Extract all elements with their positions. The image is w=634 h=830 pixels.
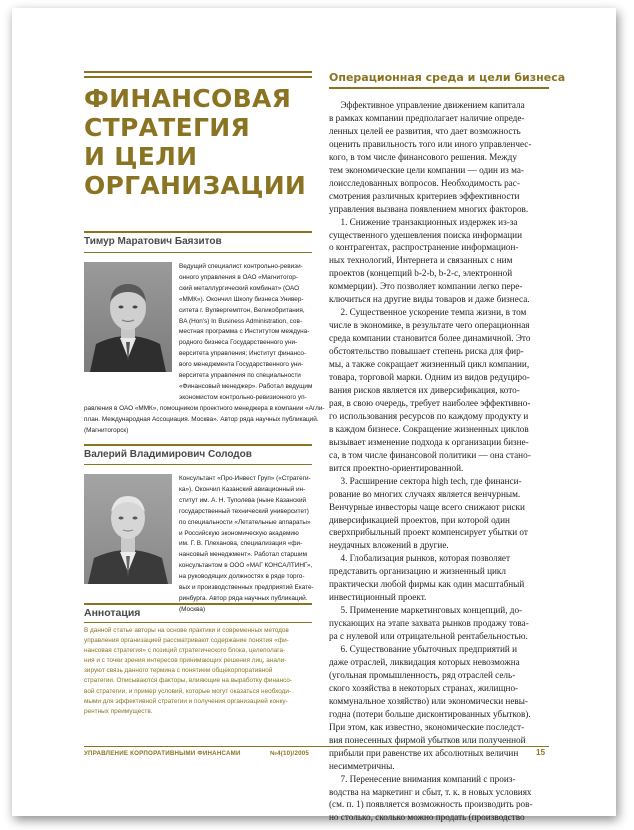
author1-top-rule xyxy=(84,231,312,233)
body-line: 1. Снижение транзакционных издержек из-за xyxy=(329,216,518,227)
bio-line: (Москва) xyxy=(179,605,206,613)
bio-line: «Финансовый менеджер». Работал ведущим xyxy=(179,382,313,390)
bio-line: ситета г. Вулвергемптон, Великобритания, xyxy=(179,306,305,314)
body-line: са, в том числе финансовой политики — она стано- xyxy=(329,449,531,460)
body-line: в каждом бизнесе. Сокращение жизненных циклов xyxy=(329,423,529,434)
abstract-line: рентных преимуществ. xyxy=(84,707,153,715)
footer-issue: №4(10)/2005 xyxy=(270,750,310,757)
abstract-line: управления организацией рассматривают содержание понятия «фи- xyxy=(84,637,289,645)
body-line: 6. Существование убыточных предприятий и xyxy=(329,644,518,655)
body-line: тем экономические цели компании — один из ма- xyxy=(329,164,524,175)
body-line: неудачных вложений в другие. xyxy=(329,540,449,551)
body-line: проектов (концепций b-2-b, b-2-c, электронной xyxy=(329,268,513,279)
bio-line: план. Международная Ассоциация. Москва». Автор ряда научных публикаций. xyxy=(84,415,319,423)
bio-line: онного управления в ОАО «Магнитогор- xyxy=(179,273,298,281)
top-rule-left xyxy=(84,71,312,73)
author1-photo xyxy=(84,262,172,372)
title-line: СТРАТЕГИЯ xyxy=(84,113,251,142)
bio-line: местная программа с Институтом междуна- xyxy=(179,328,310,336)
author1-bottom-rule xyxy=(84,252,312,253)
abstract-line: ния и с точки зрения интересов принимающих решения лиц, анали- xyxy=(84,657,287,665)
author1-bio xyxy=(179,262,314,393)
bio-line: государственный технический университет) xyxy=(179,507,309,515)
body-line: товара, торговой марки. Одним из видов редуциро- xyxy=(329,372,530,383)
body-line: вится проектно-ориентированной. xyxy=(329,462,464,473)
journal-page xyxy=(12,8,616,823)
abstract-top-rule xyxy=(84,603,312,605)
abstract-line: нансовая стратегия» с позиций стратегического блока, целеполага- xyxy=(84,647,286,655)
bio-line: экономистом контрольно-ревизионного уп- xyxy=(179,394,307,401)
body-line: лоисследованных вопросов. Необходимость рас- xyxy=(329,177,520,188)
author2-top-rule xyxy=(84,444,312,446)
bio-line: ринбурга. Автор ряда научных публикаций. xyxy=(179,594,308,602)
section-heading: Операционная среда и цели бизнеса xyxy=(329,71,566,84)
body-line: Венчурные инвесторы чаще всего снижают риски xyxy=(329,501,525,512)
body-line: рая, в свою очередь, требует наиболее эффективно- xyxy=(329,397,531,408)
body-line: (угольная промышленность, ряд отраслей сель- xyxy=(329,669,516,680)
bio-line: «ММК»). Окончил Школу бизнеса Универ- xyxy=(179,295,304,303)
body-line: сверхприбыльный проект компенсирует убытки от xyxy=(329,527,528,538)
body-line: несимметричны. xyxy=(329,760,395,771)
body-line: ра с нулевой или отрицательной рентабельностью. xyxy=(329,631,528,642)
abstract-text xyxy=(84,626,312,717)
body-line: инвестиционный проект. xyxy=(329,592,427,603)
author1-name: Тимур Маратович Баязитов xyxy=(84,236,222,247)
body-line: в рамках компании предполагает наличие опреде- xyxy=(329,112,525,123)
body-line: оценить правильность того или иного управленчес- xyxy=(329,138,532,149)
body-line: существенного удешевления поиска информации xyxy=(329,229,523,240)
body-line: среда компании становится более динамичной. Это xyxy=(329,333,531,344)
bio-line: ский металлургический комбинат» (ОАО xyxy=(179,284,300,292)
body-text xyxy=(329,99,548,824)
bio-line: Ведущий специалист контрольно-ревизи- xyxy=(179,263,303,270)
body-line: коммунальное хозяйство) или экономически невы- xyxy=(329,695,528,706)
body-line: прибыли при равенстве их абсолютных величин xyxy=(329,747,519,758)
body-line: ского хозяйства в некоторых странах, жилищно- xyxy=(329,682,519,693)
body-line: годна (потери больше дисконтированных убытков). xyxy=(329,708,531,719)
heading-rule-right xyxy=(329,87,549,89)
abstract-line: зируют связь данного термина с понятием общекорпоративной xyxy=(84,667,273,675)
abstract-line: вой стратегии, и пример условий, которые могут оказаться необходи- xyxy=(84,687,292,695)
body-line: практически любой фирмы как один масштабный xyxy=(329,579,525,590)
page-number: 15 xyxy=(536,748,546,757)
bio-line: верситета управления; Институт финансо- xyxy=(179,350,307,358)
bio-line: им. Г. В. Плеханова, специализация «фи- xyxy=(179,540,303,548)
bio-line: (Магнитогорск) xyxy=(84,426,129,434)
article-title xyxy=(84,84,324,200)
bio-line: равления в ОАО «ММК», помощником проектного менеджера в компании «Агли- xyxy=(84,404,325,412)
body-line: вызывает изменение подхода к организации бизне- xyxy=(329,436,529,447)
title-line: ОРГАНИЗАЦИИ xyxy=(84,171,307,200)
author2-bio xyxy=(179,474,314,616)
footer-rule xyxy=(84,746,549,747)
bio-line: и Российскую экономическую академию xyxy=(179,529,299,537)
author2-photo xyxy=(84,474,172,584)
bio-line: вого менеджмента Государственного уни- xyxy=(179,361,304,369)
body-line: диверсификацией проектов, при которой один xyxy=(329,514,510,525)
body-line: ных технологий, Интернета и связанных с ним xyxy=(329,255,513,266)
body-line: 7. Перенесение внимания компаний с произ- xyxy=(329,773,516,784)
body-line: мы, а также сокращает жизненный цикл компании, xyxy=(329,359,530,370)
body-line: 5. Применение маркетинговых концепций, до- xyxy=(329,605,523,616)
bio-line: вых и производственных предприятий Екате- xyxy=(179,584,314,592)
bio-line: BA (Hon's) In Business Administration, сов- xyxy=(179,317,302,325)
footer-journal-name: УПРАВЛЕНИЕ КОРПОРАТИВНЫМИ ФИНАНСАМИ xyxy=(84,750,241,757)
body-line: но столько, сколько можно продать (производство xyxy=(329,812,525,823)
body-line: 4. Глобализация рынков, которая позволяет xyxy=(329,553,511,564)
body-line: смотрения различных критериев эффективности xyxy=(329,190,520,201)
body-line: представить организацию и жизненный цикл xyxy=(329,566,506,577)
bio-line: нансовый менеджмент». Работал старшим xyxy=(179,551,308,559)
abstract-line: В данной статье авторы на основе практики и современных методов xyxy=(84,627,289,634)
title-line: И ЦЕЛИ xyxy=(84,142,198,171)
body-line: обстоятельство повышает степень риска для фир- xyxy=(329,346,524,357)
body-line: 3. Расширение сектора high tech, где финанси- xyxy=(329,475,522,486)
title-rule-left xyxy=(84,76,312,78)
body-line: коммерции). Это позволяет компании легко пере- xyxy=(329,281,523,292)
abstract-line: мыми для эффективной стратегии и получения организацией конку- xyxy=(84,697,288,705)
body-line: числе в экономике, в результате чего операционная xyxy=(329,320,530,331)
body-line: пускающих на этапе захвата рынков продажу това- xyxy=(329,618,529,629)
body-line: вания рисков является их диверсификация, кото- xyxy=(329,384,520,395)
bio-line: ститут им. А. Н. Туполева (ныне Казанский xyxy=(179,496,307,504)
title-line: ФИНАНСОВАЯ xyxy=(84,84,292,113)
abstract-line: стратегии. Описываются факторы, влияющие на выработку финансо- xyxy=(84,677,293,685)
body-line: ленных целей ее развития, что дает возможность xyxy=(329,125,521,136)
body-line: го использования ресурсов по каждому продукту и xyxy=(329,410,529,421)
body-line: 2. Существенное ускорение темпа жизни, в том xyxy=(329,307,527,318)
author2-name: Валерий Владимирович Солодов xyxy=(84,449,252,460)
abstract-heading: Аннотация xyxy=(84,607,141,619)
bio-line: на руководящих должностях в ряде торго- xyxy=(179,573,305,581)
body-line: кого, в том числе финансового решения. Между xyxy=(329,151,517,162)
body-line: (см. п. 1) появляется возможность производить ров- xyxy=(329,799,533,810)
body-line: При этом, как известно, экономические последст- xyxy=(329,721,525,732)
bio-line: ка»). Окончил Казанский авиационный ин- xyxy=(179,485,306,493)
body-line: Эффективное управление движением капитала xyxy=(329,100,525,110)
body-line: водства на маркетинг и сбыт, т. к. в новых условиях xyxy=(329,786,532,797)
author2-bottom-rule xyxy=(84,464,312,465)
body-line: даже отраслей, ликвидация которых невозможна xyxy=(329,656,520,667)
bio-line: Консультант «Про-Инвест Груп» («Стратеги- xyxy=(179,475,311,482)
body-line: о контрагентах, распространение информацион- xyxy=(329,242,519,253)
bio-line: по специальности «Летательные аппараты» xyxy=(179,518,311,526)
body-line: управления вызвана появлением многих факторов. xyxy=(329,203,529,214)
bio-line: верситета управления по специальности xyxy=(179,372,301,380)
body-line: вия понесенных фирмой убытков или полученной xyxy=(329,734,526,745)
author1-bio-continued xyxy=(84,393,325,437)
bio-line: родного бизнеса Государственного уни- xyxy=(179,339,298,347)
bio-line: консультантом в ООО «МАГ КОНСАЛТИНГ», xyxy=(179,562,313,570)
body-line: рование во многих случаях является венчурным. xyxy=(329,488,521,499)
abstract-bottom-rule xyxy=(84,622,312,623)
body-line: ключиться на другие виды товаров и даже бизнеса. xyxy=(329,294,530,305)
